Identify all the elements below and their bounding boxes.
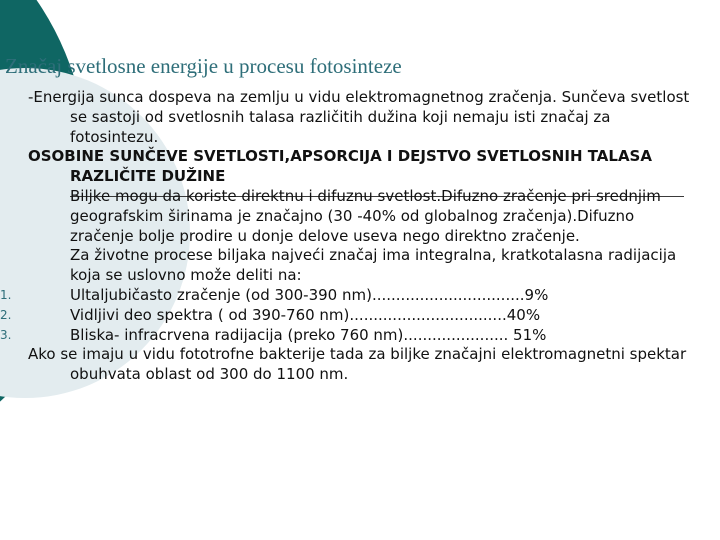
slide-title: Značaj svetlosne energije u procesu fotosinteze: [5, 54, 402, 78]
section-heading: OSOBINE SUNČEVE SVETLOSTI,APSORCIJA I DEJSTVO SVETLOSNIH TALASA RAZLIČITE DUŽINE: [28, 147, 652, 186]
diffuse-light-paragraph: Biljke mogu da koriste direktnu i difuznu svetlost.Difuzno zračenje pri srednjim geografskim širinama je značajno (30 -40% od globalnog zračenja).Difuzno zračenje bolje prodire u donje delove useva nego direktno zračenje.: [70, 186, 661, 245]
list-number: 3.: [0, 327, 12, 342]
list-item-text: Ultaljubičasto zračenje (od 300-390 nm)................................9%: [70, 285, 549, 304]
list-item-text: Vidljivi deo spektra ( od 390-760 nm).................................40%: [70, 305, 541, 324]
list-number: 2.: [0, 307, 12, 322]
intro-paragraph: -Energija sunca dospeva na zemlju u vidu elektromagnetnog zračenja. Sunčeva svetlost se sastoji od svetlosnih talasa različitih dužina koji nemaju isti značaj za fotosintezu.: [28, 88, 690, 146]
integral-radiation-paragraph: Za životne procese biljaka najveći značaj ima integralna, kratkotalasna radijacija koja se uslovno može deliti na:: [70, 246, 677, 285]
list-item: [0, 325, 698, 346]
slide-body: [0, 88, 698, 385]
list-number: 1.: [0, 287, 12, 302]
list-item: [0, 285, 698, 306]
conclusion-paragraph: Ako se imaju u vidu fototrofne bakterije tada za biljke značajni elektromagnetni spektar obuhvata oblast od 300 do 1100 nm.: [28, 345, 687, 384]
list-item-text: Bliska- infracrvena radijacija (preko 760 nm)...................... 51%: [70, 325, 547, 344]
list-item: [0, 305, 698, 326]
